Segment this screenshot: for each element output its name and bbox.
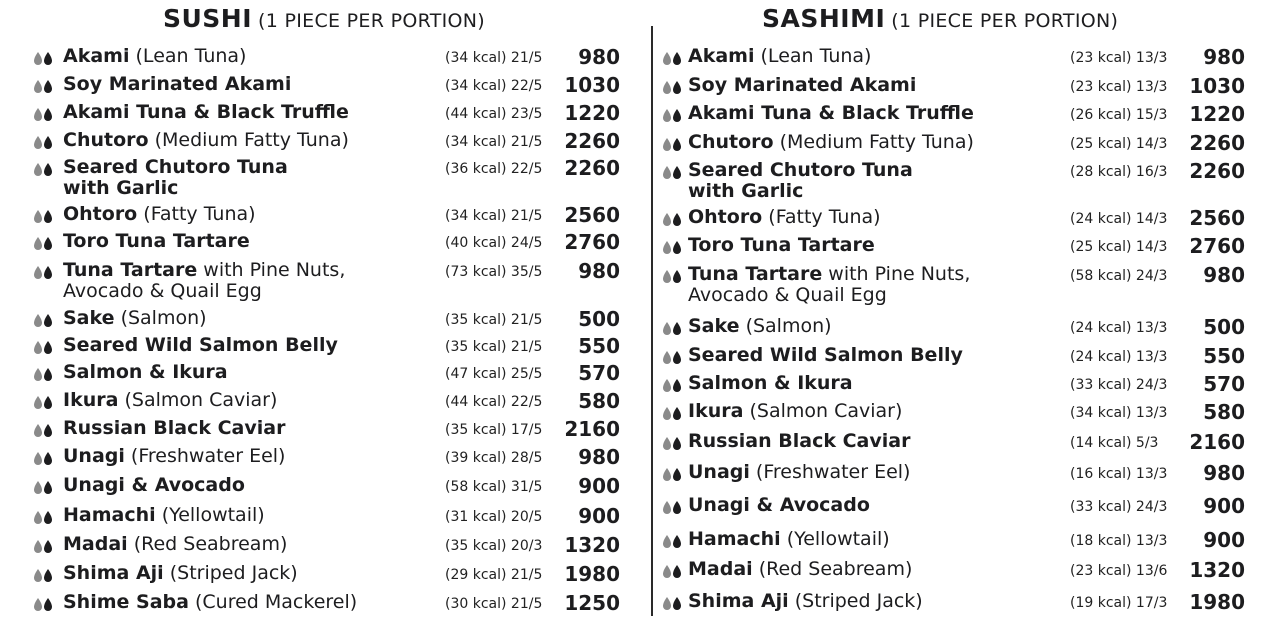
allergen-drops-icon <box>33 568 55 584</box>
menu-item <box>655 263 1280 306</box>
allergen-drops-icon <box>662 534 684 550</box>
item-name <box>63 130 443 151</box>
item-kcal: (23 kcal) 13/3 <box>1070 50 1168 66</box>
allergen-drops-icon <box>662 350 684 366</box>
allergen-drops-icon <box>662 564 684 580</box>
item-name-bold: Salmon & Ikura <box>63 361 228 383</box>
item-price: 900 <box>578 504 620 528</box>
item-name-desc: with Pine Nuts, <box>822 263 971 285</box>
item-price: 980 <box>578 445 620 469</box>
allergen-drops-icon <box>662 137 684 153</box>
item-kcal: (35 kcal) 21/5 <box>445 339 543 355</box>
item-kcal: (34 kcal) 21/5 <box>445 50 543 66</box>
section-title: SUSHI <box>163 4 253 33</box>
item-price: 570 <box>578 361 620 385</box>
menu-item <box>655 591 1280 617</box>
item-price: 1030 <box>564 73 620 97</box>
allergen-drops-icon <box>662 467 684 483</box>
menu-item <box>0 390 640 416</box>
allergen-drops-icon <box>662 240 684 256</box>
item-name <box>63 204 443 225</box>
item-kcal: (31 kcal) 20/5 <box>445 509 543 525</box>
item-name-bold: Toro Tuna Tartare <box>688 234 875 256</box>
item-name-bold: Tuna Tartare <box>688 263 823 285</box>
allergen-drops-icon <box>662 378 684 394</box>
item-name <box>63 102 443 123</box>
item-price: 2260 <box>1189 131 1245 155</box>
allergen-drops-icon <box>662 269 684 285</box>
menu-item <box>0 534 640 560</box>
item-kcal: (33 kcal) 24/3 <box>1070 499 1168 515</box>
item-price: 1980 <box>1189 590 1245 614</box>
item-name-bold: Ikura <box>688 400 744 422</box>
allergen-drops-icon <box>33 79 55 95</box>
item-name-bold: Hamachi <box>63 504 156 526</box>
item-name-bold: Russian Black Caviar <box>688 430 911 452</box>
item-price: 2760 <box>1189 234 1245 258</box>
item-kcal: (24 kcal) 14/3 <box>1070 211 1168 227</box>
item-name <box>688 373 1068 394</box>
item-name <box>63 534 443 555</box>
item-kcal: (28 kcal) 16/3 <box>1070 164 1168 180</box>
allergen-drops-icon <box>662 500 684 516</box>
item-price: 1030 <box>1189 74 1245 98</box>
item-price: 1320 <box>1189 558 1245 582</box>
item-name <box>63 446 443 467</box>
item-price: 1250 <box>564 591 620 615</box>
item-name-desc: (Fatty Tuna) <box>137 203 256 225</box>
item-price: 550 <box>1203 344 1245 368</box>
item-name <box>688 345 1068 366</box>
column-divider <box>651 26 653 616</box>
menu-item <box>0 505 640 531</box>
item-price: 2560 <box>1189 206 1245 230</box>
allergen-drops-icon <box>33 510 55 526</box>
item-kcal: (47 kcal) 25/5 <box>445 366 543 382</box>
item-price: 1220 <box>564 101 620 125</box>
item-name <box>688 559 1068 580</box>
allergen-drops-icon <box>33 451 55 467</box>
item-kcal: (18 kcal) 13/3 <box>1070 533 1168 549</box>
item-name-bold: Unagi <box>63 445 125 467</box>
item-name-desc-line2: Avocado & Quail Egg <box>688 284 887 306</box>
item-name-bold: Russian Black Caviar <box>63 417 286 439</box>
item-name <box>63 505 443 526</box>
menu-item <box>655 46 1280 72</box>
item-name-bold-line2: with Garlic <box>688 180 804 202</box>
allergen-drops-icon <box>33 51 55 67</box>
item-kcal: (14 kcal) 5/3 <box>1070 435 1159 451</box>
item-price: 980 <box>1203 461 1245 485</box>
item-name-desc: (Salmon Caviar) <box>743 400 903 422</box>
item-name <box>688 132 1068 153</box>
item-name-desc: (Yellowtail) <box>155 504 265 526</box>
item-price: 2260 <box>1189 159 1245 183</box>
item-name-bold: Sake <box>688 315 740 337</box>
item-price: 550 <box>578 334 620 358</box>
item-price: 2160 <box>564 417 620 441</box>
item-name-desc: (Lean Tuna) <box>754 45 872 67</box>
item-kcal: (58 kcal) 24/3 <box>1070 268 1168 284</box>
item-name-desc: (Medium Fatty Tuna) <box>148 129 349 151</box>
allergen-drops-icon <box>662 321 684 337</box>
item-name-bold: Ohtoro <box>688 206 763 228</box>
item-price: 900 <box>1203 494 1245 518</box>
item-name-bold: Tuna Tartare <box>63 259 198 281</box>
item-name-bold: Shima Aji <box>688 590 789 612</box>
allergen-drops-icon <box>662 80 684 96</box>
item-kcal: (26 kcal) 15/3 <box>1070 107 1168 123</box>
item-kcal: (39 kcal) 28/5 <box>445 450 543 466</box>
menu-item <box>0 362 640 388</box>
menu-item <box>0 563 640 589</box>
item-kcal: (23 kcal) 13/6 <box>1070 563 1168 579</box>
item-kcal: (19 kcal) 17/3 <box>1070 595 1168 611</box>
item-name-desc: (Medium Fatty Tuna) <box>773 131 974 153</box>
item-name-bold: Akami <box>63 45 130 67</box>
item-kcal: (16 kcal) 13/3 <box>1070 466 1168 482</box>
item-kcal: (35 kcal) 17/5 <box>445 422 543 438</box>
item-price: 2760 <box>564 230 620 254</box>
item-name-desc: (Striped Jack) <box>163 562 298 584</box>
allergen-drops-icon <box>662 108 684 124</box>
allergen-drops-icon <box>662 212 684 228</box>
item-name-bold: Unagi & Avocado <box>63 474 245 496</box>
item-kcal: (34 kcal) 21/5 <box>445 134 543 150</box>
menu-item <box>655 431 1280 457</box>
menu-item <box>0 259 640 302</box>
allergen-drops-icon <box>33 313 55 329</box>
menu-item <box>0 418 640 444</box>
item-name <box>63 390 443 411</box>
item-price: 580 <box>1203 400 1245 424</box>
item-name <box>63 308 443 329</box>
item-name-desc: with Pine Nuts, <box>197 259 346 281</box>
item-kcal: (24 kcal) 13/3 <box>1070 349 1168 365</box>
item-name <box>688 235 1068 256</box>
item-name-desc: (Salmon) <box>739 315 832 337</box>
item-price: 500 <box>578 307 620 331</box>
item-name <box>688 160 1068 202</box>
item-kcal: (36 kcal) 22/5 <box>445 161 543 177</box>
menu-item <box>655 401 1280 427</box>
item-price: 1220 <box>1189 102 1245 126</box>
allergen-drops-icon <box>33 480 55 496</box>
menu-item <box>655 462 1280 488</box>
item-name-bold: Madai <box>688 558 753 580</box>
item-price: 1320 <box>564 533 620 557</box>
item-price: 1980 <box>564 562 620 586</box>
item-name <box>63 592 443 613</box>
item-kcal: (23 kcal) 13/3 <box>1070 79 1168 95</box>
item-price: 2560 <box>564 203 620 227</box>
menu-item <box>655 235 1280 261</box>
item-name-desc: (Red Seabream) <box>127 533 288 555</box>
item-name-bold: Akami Tuna & Black Truffle <box>63 101 349 123</box>
item-name <box>63 418 443 439</box>
menu-item <box>0 475 640 501</box>
item-name-desc: (Fatty Tuna) <box>762 206 881 228</box>
item-kcal: (44 kcal) 22/5 <box>445 394 543 410</box>
menu-item <box>655 373 1280 399</box>
item-kcal: (58 kcal) 31/5 <box>445 479 543 495</box>
item-name <box>688 591 1068 612</box>
allergen-drops-icon <box>662 596 684 612</box>
item-name-bold: Sake <box>63 307 115 329</box>
item-price: 570 <box>1203 372 1245 396</box>
allergen-drops-icon <box>662 165 684 181</box>
item-name <box>688 401 1068 422</box>
sashimi-heading <box>762 4 1118 37</box>
menu-item <box>655 75 1280 101</box>
item-name-bold: Soy Marinated Akami <box>63 73 292 95</box>
menu-item <box>0 446 640 472</box>
item-kcal: (24 kcal) 13/3 <box>1070 320 1168 336</box>
item-kcal: (35 kcal) 21/5 <box>445 312 543 328</box>
item-name-desc: (Freshwater Eel) <box>749 461 911 483</box>
allergen-drops-icon <box>33 162 55 178</box>
item-price: 2160 <box>1189 430 1245 454</box>
item-name-desc: (Red Seabream) <box>752 558 913 580</box>
item-kcal: (30 kcal) 21/5 <box>445 596 543 612</box>
item-name-bold: Seared Chutoro Tuna <box>63 156 288 178</box>
item-kcal: (33 kcal) 24/3 <box>1070 377 1168 393</box>
item-kcal: (25 kcal) 14/3 <box>1070 136 1168 152</box>
item-price: 900 <box>1203 528 1245 552</box>
item-price: 2260 <box>564 156 620 180</box>
item-name-desc: (Lean Tuna) <box>129 45 247 67</box>
menu-item <box>0 156 640 199</box>
item-name <box>63 563 443 584</box>
item-name <box>688 316 1068 337</box>
item-name <box>688 207 1068 228</box>
menu-item <box>0 231 640 257</box>
item-name-bold: Seared Wild Salmon Belly <box>688 344 963 366</box>
menu-item <box>0 592 640 618</box>
allergen-drops-icon <box>33 597 55 613</box>
menu-item <box>655 207 1280 233</box>
item-name <box>63 231 443 252</box>
item-name-desc: (Salmon Caviar) <box>118 389 278 411</box>
item-name <box>688 75 1068 96</box>
allergen-drops-icon <box>33 340 55 356</box>
item-name <box>63 46 443 67</box>
item-price: 980 <box>1203 45 1245 69</box>
item-name-desc: (Cured Mackerel) <box>188 591 358 613</box>
item-name-bold-line2: with Garlic <box>63 177 179 199</box>
menu-item <box>655 559 1280 585</box>
item-kcal: (29 kcal) 21/5 <box>445 567 543 583</box>
item-price: 980 <box>578 259 620 283</box>
item-kcal: (34 kcal) 22/5 <box>445 78 543 94</box>
item-name-bold: Akami <box>688 45 755 67</box>
item-name <box>63 475 443 496</box>
item-kcal: (34 kcal) 13/3 <box>1070 405 1168 421</box>
allergen-drops-icon <box>33 539 55 555</box>
item-name-bold: Salmon & Ikura <box>688 372 853 394</box>
item-kcal: (35 kcal) 20/3 <box>445 538 543 554</box>
allergen-drops-icon <box>33 135 55 151</box>
item-price: 500 <box>1203 315 1245 339</box>
item-name <box>688 103 1068 124</box>
item-name <box>688 46 1068 67</box>
item-name <box>688 264 1068 306</box>
menu-item <box>0 204 640 230</box>
item-kcal: (44 kcal) 23/5 <box>445 106 543 122</box>
item-name <box>63 335 443 356</box>
item-kcal: (40 kcal) 24/5 <box>445 235 543 251</box>
allergen-drops-icon <box>33 367 55 383</box>
item-name-bold: Toro Tuna Tartare <box>63 230 250 252</box>
allergen-drops-icon <box>33 107 55 123</box>
item-kcal: (73 kcal) 35/5 <box>445 264 543 280</box>
item-name-bold: Unagi & Avocado <box>688 494 870 516</box>
allergen-drops-icon <box>33 265 55 281</box>
item-kcal: (34 kcal) 21/5 <box>445 208 543 224</box>
item-name-bold: Shime Saba <box>63 591 189 613</box>
item-name <box>63 74 443 95</box>
item-price: 2260 <box>564 129 620 153</box>
menu-item <box>655 495 1280 521</box>
item-price: 980 <box>1203 263 1245 287</box>
item-name <box>688 495 1068 516</box>
item-name-bold: Chutoro <box>63 129 149 151</box>
item-name <box>688 462 1068 483</box>
item-kcal: (25 kcal) 14/3 <box>1070 239 1168 255</box>
allergen-drops-icon <box>33 236 55 252</box>
item-name-bold: Shima Aji <box>63 562 164 584</box>
item-price: 900 <box>578 474 620 498</box>
item-name <box>63 362 443 383</box>
item-name-desc-line2: Avocado & Quail Egg <box>63 280 262 302</box>
section-title: SASHIMI <box>762 4 886 33</box>
menu-item <box>0 335 640 361</box>
allergen-drops-icon <box>33 423 55 439</box>
menu-item <box>655 159 1280 202</box>
section-subtitle: (1 PIECE PER PORTION) <box>258 10 485 32</box>
item-name-bold: Unagi <box>688 461 750 483</box>
item-name <box>63 157 443 199</box>
menu-item <box>0 46 640 72</box>
menu-item <box>0 74 640 100</box>
menu-item <box>0 130 640 156</box>
menu-item <box>0 102 640 128</box>
item-name-desc: (Freshwater Eel) <box>124 445 286 467</box>
item-name-bold: Chutoro <box>688 131 774 153</box>
menu-item <box>655 132 1280 158</box>
item-price: 580 <box>578 389 620 413</box>
menu-item <box>0 308 640 334</box>
allergen-drops-icon <box>662 51 684 67</box>
menu-item <box>655 103 1280 129</box>
menu-item <box>655 345 1280 371</box>
item-name-desc: (Yellowtail) <box>780 528 890 550</box>
item-name-bold: Ikura <box>63 389 119 411</box>
allergen-drops-icon <box>33 209 55 225</box>
item-name-desc: (Striped Jack) <box>788 590 923 612</box>
item-name-bold: Seared Chutoro Tuna <box>688 159 913 181</box>
item-name <box>63 260 443 302</box>
item-name-bold: Hamachi <box>688 528 781 550</box>
item-price: 980 <box>578 45 620 69</box>
item-name-desc: (Salmon) <box>114 307 207 329</box>
allergen-drops-icon <box>662 436 684 452</box>
menu-item <box>655 529 1280 555</box>
item-name-bold: Akami Tuna & Black Truffle <box>688 102 974 124</box>
item-name-bold: Soy Marinated Akami <box>688 74 917 96</box>
allergen-drops-icon <box>662 406 684 422</box>
item-name <box>688 529 1068 550</box>
sushi-heading <box>163 4 485 37</box>
item-name-bold: Madai <box>63 533 128 555</box>
section-subtitle: (1 PIECE PER PORTION) <box>891 10 1119 32</box>
item-name-bold: Ohtoro <box>63 203 138 225</box>
allergen-drops-icon <box>33 395 55 411</box>
menu-item <box>655 316 1280 342</box>
item-name-bold: Seared Wild Salmon Belly <box>63 334 338 356</box>
item-name <box>688 431 1068 452</box>
